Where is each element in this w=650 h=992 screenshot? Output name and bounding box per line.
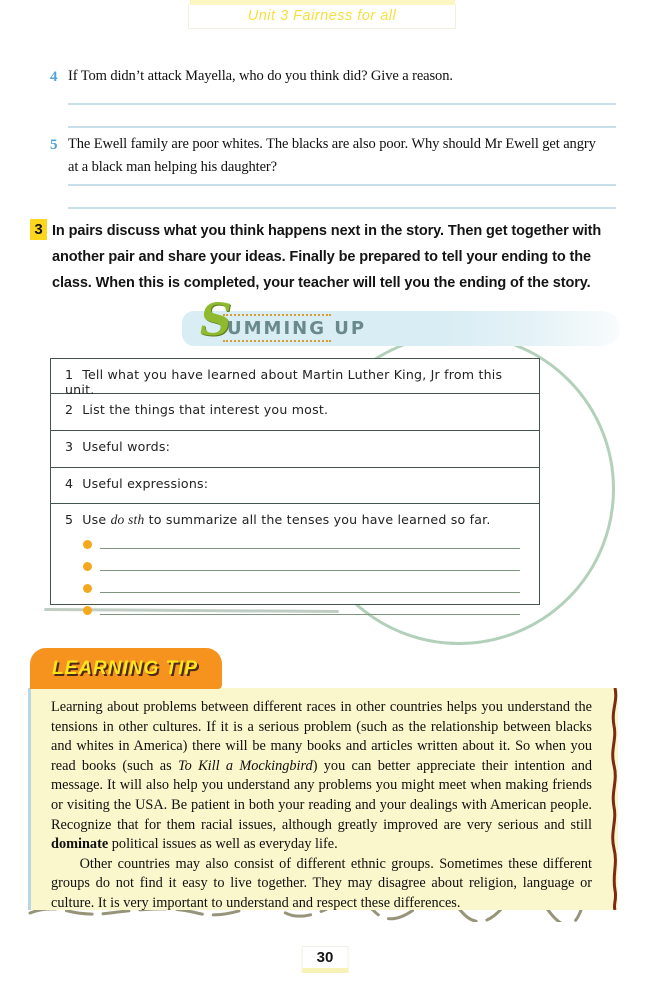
instruction-line: class. When this is completed, your teacher will tell you the ending of the story. (52, 275, 591, 291)
bold-emphasis: dominate (51, 836, 109, 853)
question-number: 4 (50, 69, 58, 85)
dotted-line-bottom (223, 340, 331, 342)
tip-text: ) you can better appreciate their intention and message. It will also help you understand any problems you might meet when making friends or visiting the USA. Be patient in both your reading and your dealings with American people. Recognize that for them racial issues, although greatly improved are very serious and still (51, 757, 593, 833)
question-text-line: at a black man helping his daughter? (68, 159, 277, 175)
answer-line (68, 207, 616, 209)
row-text: Tell what you have learned about Martin Luther King, Jr from this unit. (65, 367, 503, 397)
row-number: 4 (65, 476, 74, 491)
row-text: Useful expressions: (82, 476, 209, 491)
torn-edge-right (607, 688, 621, 910)
write-on-line (100, 592, 520, 593)
summing-up-banner (182, 295, 620, 346)
table-row (51, 431, 539, 468)
summing-up-title: UMMING UP (227, 318, 367, 339)
bullet-icon (83, 562, 92, 571)
learning-tip-box (28, 688, 618, 910)
write-on-line (100, 570, 520, 571)
learning-tip-tab (30, 648, 222, 689)
unit-title: Unit 3 Fairness for all (247, 8, 397, 24)
answer-line (68, 103, 616, 105)
table-row (51, 504, 539, 604)
tip-text: political issues as well as everyday life. (108, 836, 338, 853)
question-text: If Tom didn’t attack Mayella, who do you think did? Give a reason. (68, 68, 453, 84)
tip-paragraph (51, 698, 592, 855)
bullet-icon (83, 584, 92, 593)
table-row (51, 468, 539, 504)
instruction-line: another pair and share your ideas. Finally be prepared to tell your ending to the (52, 249, 591, 265)
question-number: 5 (50, 137, 58, 153)
summing-up-table (50, 358, 540, 605)
write-on-line (100, 548, 520, 549)
exercise-instructions (52, 218, 601, 296)
write-on-line (100, 614, 520, 615)
row-number: 3 (65, 439, 74, 454)
bullet-answer-line (83, 606, 531, 615)
table-row (51, 394, 539, 431)
learning-tip-label: LEARNING TIP (52, 657, 199, 679)
row-number: 2 (65, 402, 74, 417)
exercise-number-badge: 3 (30, 219, 47, 240)
question-text-line: The Ewell family are poor whites. The blacks are also poor. Why should Mr Ewell get angry (68, 136, 596, 152)
answer-line (68, 126, 616, 128)
tip-paragraph: Other countries may also consist of different ethnic groups. Sometimes these different groups do not find it easy to live together. They may disagree about religion, language or culture. It is very important to understand and respect these differences. (51, 855, 592, 911)
row-text: List the things that interest you most. (82, 402, 329, 417)
table-row (51, 359, 539, 397)
tip-text: Learning about problems between different races in other countries helps you understand the tensions in other cultures. If it is a serious problem (such as the relationship between blacks and whites in America) there will be many books and articles written about it. So when you read books (such as (51, 699, 592, 774)
page-number: 30 (302, 946, 349, 973)
dotted-line-top (223, 314, 331, 316)
bullet-answer-line (83, 540, 531, 549)
bullet-icon (83, 540, 92, 549)
answer-line (68, 184, 616, 186)
row-text: to summarize all the tenses you have learned so far. (144, 512, 491, 527)
row-text: Useful words: (82, 439, 171, 454)
italic-book-title: To Kill a Mockingbird (177, 757, 313, 774)
italic-phrase: do sth (110, 512, 145, 527)
bullet-answer-line (83, 562, 531, 571)
bullet-answer-line (83, 584, 531, 593)
unit-header-box (188, 4, 456, 29)
row-number: 1 (65, 367, 74, 382)
row-number: 5 (65, 512, 74, 527)
row-text: Use (82, 512, 111, 527)
bullet-icon (83, 606, 92, 615)
summing-up-initial: S (200, 295, 232, 346)
instruction-line: In pairs discuss what you think happens next in the story. Then get together with (52, 223, 602, 239)
